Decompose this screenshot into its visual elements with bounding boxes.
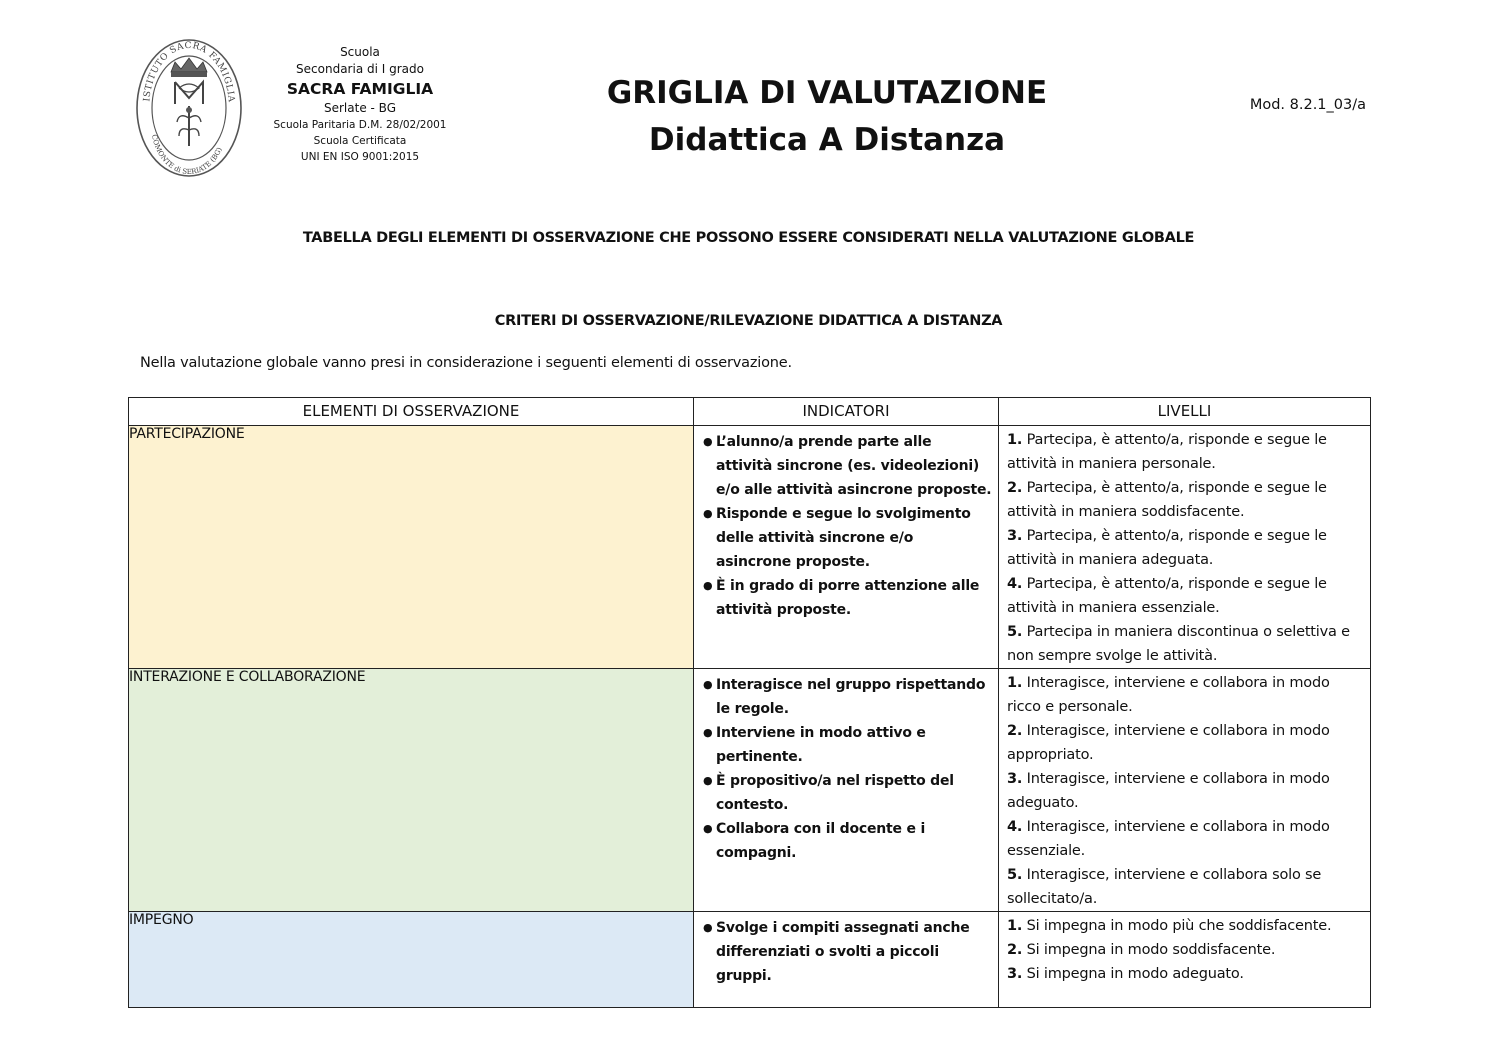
seal-icon: [135, 38, 243, 178]
intro-text: Nella valutazione globale vanno presi in considerazione i seguenti elementi di osservazione.: [140, 355, 792, 371]
table-heading: TABELLA DEGLI ELEMENTI DI OSSERVAZIONE CHE POSSONO ESSERE CONSIDERATI NELLA VALUTAZIONE GLOBALE: [302, 230, 1195, 246]
bullet-icon: ●: [703, 726, 713, 739]
header-livelli: LIVELLI: [999, 398, 1371, 426]
levels-cell: [999, 426, 1371, 669]
school-paritaria: Scuola Paritaria D.M. 28/02/2001: [273, 119, 447, 131]
element-cell: IMPEGNO: [129, 912, 694, 1008]
indicator-item: ● È propositivo/a nel rispetto del contesto.: [700, 769, 992, 817]
document-title: [540, 70, 1114, 164]
indicator-item: ● Interagisce nel gruppo rispettando le regole.: [700, 673, 992, 721]
header-elementi: ELEMENTI DI OSSERVAZIONE: [129, 398, 694, 426]
element-cell: PARTECIPAZIONE: [129, 426, 694, 669]
module-code: Mod. 8.2.1_03/a: [1249, 97, 1366, 113]
level-item: 3. Si impegna in modo adeguato.: [1007, 966, 1244, 982]
bullet-icon: ●: [703, 507, 713, 520]
levels-cell: [999, 669, 1371, 912]
level-item: 2. Si impegna in modo soddisfacente.: [1007, 942, 1276, 958]
indicator-item: ● Risponde e segue lo svolgimento delle attività sincrone e/o asincrone proposte.: [700, 502, 992, 574]
indicator-item: ● Interviene in modo attivo e pertinente.: [700, 721, 992, 769]
element-cell: INTERAZIONE E COLLABORAZIONE: [129, 669, 694, 912]
table-header-row: [129, 398, 1371, 426]
criteria-heading: CRITERI DI OSSERVAZIONE/RILEVAZIONE DIDATTICA A DISTANZA: [494, 313, 1003, 329]
school-city: Serlate - BG: [324, 101, 396, 115]
school-logo: [135, 38, 243, 178]
school-name: SACRA FAMIGLIA: [286, 80, 434, 98]
level-item: 3. Interagisce, interviene e collabora in modo adeguato.: [1007, 771, 1330, 811]
table-row: [129, 426, 1371, 669]
level-item: 1. Interagisce, interviene e collabora in modo ricco e personale.: [1007, 675, 1330, 715]
level-item: 1. Partecipa, è attento/a, risponde e segue le attività in maniera personale.: [1007, 432, 1327, 472]
svg-text:COMONTE di SERIATE (BG): [150, 134, 224, 176]
title-line-1: GRIGLIA DI VALUTAZIONE: [606, 75, 1048, 111]
indicator-item: ● L’alunno/a prende parte alle attività sincrone (es. videolezioni) e/o alle attività asincrone proposte.: [700, 430, 992, 502]
bullet-icon: ●: [703, 822, 713, 835]
level-item: 5. Interagisce, interviene e collabora solo se sollecitato/a.: [1007, 867, 1322, 907]
indicator-item: ● È in grado di porre attenzione alle attività proposte.: [700, 574, 992, 622]
level-item: 5. Partecipa in maniera discontinua o selettiva e non sempre svolge le attività.: [1007, 624, 1350, 664]
indicators-cell: [694, 669, 999, 912]
seal-bottom-text: COMONTE di SERIATE (BG): [149, 133, 224, 177]
level-item: 3. Partecipa, è attento/a, risponde e segue le attività in maniera adeguata.: [1007, 528, 1327, 568]
bullet-icon: ●: [703, 921, 713, 934]
school-info: [252, 44, 468, 165]
evaluation-table: [128, 397, 1371, 1008]
school-certificata: Scuola Certificata: [313, 135, 407, 147]
bullet-icon: ●: [703, 435, 713, 448]
bullet-icon: ●: [703, 774, 713, 787]
level-item: 2. Partecipa, è attento/a, risponde e segue le attività in maniera soddisfacente.: [1007, 480, 1327, 520]
seal-top-text: ISTITUTO SACRA FAMIGLIA: [142, 40, 236, 103]
level-item: 4. Partecipa, è attento/a, risponde e segue le attività in maniera essenziale.: [1007, 576, 1327, 616]
title-line-2: Didattica A Distanza: [648, 122, 1006, 158]
table-row: [129, 912, 1371, 1008]
level-item: 1. Si impegna in modo più che soddisfacente.: [1007, 918, 1332, 934]
bullet-icon: ●: [703, 579, 713, 592]
school-line-1: Scuola: [340, 45, 380, 59]
school-line-2: Secondaria di I grado: [296, 62, 424, 76]
indicator-item: ● Collabora con il docente e i compagni.: [700, 817, 992, 865]
school-iso: UNI EN ISO 9001:2015: [300, 151, 420, 163]
bullet-icon: ●: [703, 678, 713, 691]
table-row: [129, 669, 1371, 912]
header-indicatori: INDICATORI: [694, 398, 999, 426]
levels-cell: [999, 912, 1371, 1008]
indicators-cell: [694, 426, 999, 669]
indicator-item: ● Svolge i compiti assegnati anche differenziati o svolti a piccoli gruppi.: [700, 916, 992, 988]
indicators-cell: [694, 912, 999, 1008]
level-item: 4. Interagisce, interviene e collabora in modo essenziale.: [1007, 819, 1330, 859]
level-item: 2. Interagisce, interviene e collabora in modo appropriato.: [1007, 723, 1330, 763]
